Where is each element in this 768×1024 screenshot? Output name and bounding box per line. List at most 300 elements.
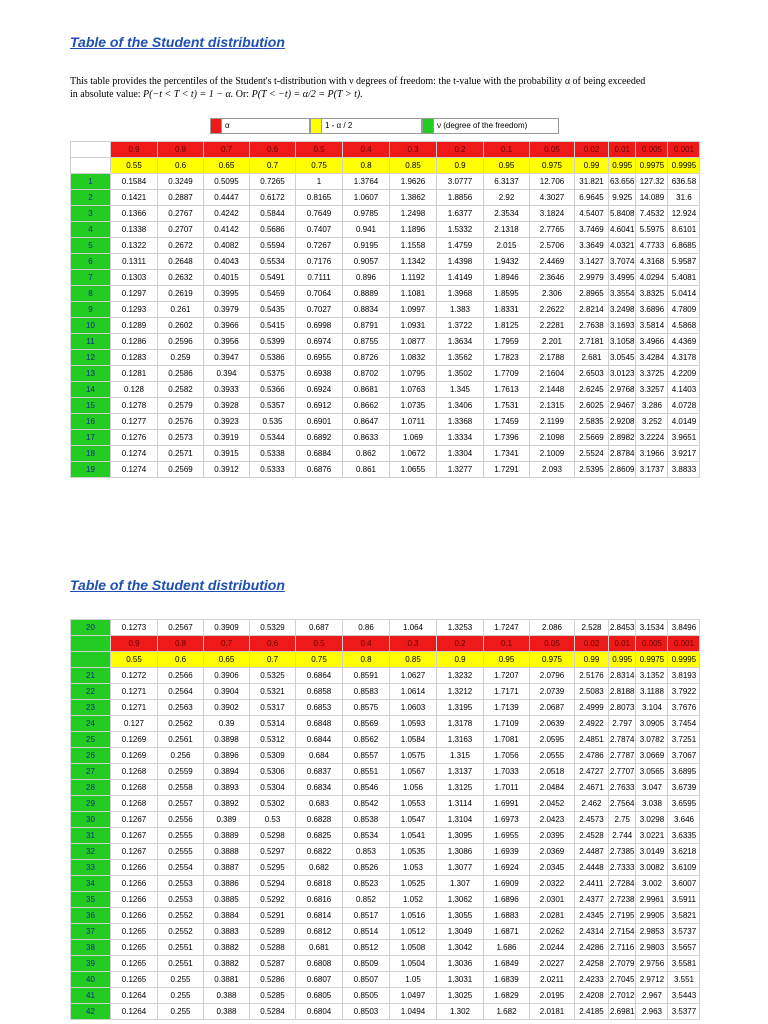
value-cell: 3.0082	[636, 860, 668, 876]
value-cell: 2.0211	[530, 972, 575, 988]
table-row	[71, 764, 700, 780]
value-cell: 0.1421	[111, 190, 158, 206]
value-cell: 1.682	[484, 1004, 530, 1020]
alpha-header-row-cell: 0.4	[343, 636, 390, 652]
value-cell: 1.0614	[390, 684, 437, 700]
half-header-row-cell: 0.75	[296, 158, 343, 174]
value-cell: 0.8507	[343, 972, 390, 988]
value-cell: 3.0777	[437, 174, 484, 190]
df-cell: 30	[71, 812, 111, 828]
alpha-header-row	[71, 142, 700, 158]
value-cell: 3.0221	[636, 828, 668, 844]
value-cell: 2.797	[609, 716, 636, 732]
value-cell: 3.6896	[636, 302, 668, 318]
value-cell: 0.2576	[158, 414, 204, 430]
value-cell: 0.5325	[250, 668, 296, 684]
value-cell: 3.9651	[668, 430, 700, 446]
df-cell: 36	[71, 908, 111, 924]
value-cell: 1.7396	[484, 430, 530, 446]
table-row	[71, 620, 700, 636]
half-header-row-cell: 0.65	[204, 158, 250, 174]
value-cell: 6.3137	[484, 174, 530, 190]
value-cell: 1	[296, 174, 343, 190]
value-cell: 0.3995	[204, 286, 250, 302]
value-cell: 0.896	[343, 270, 390, 286]
value-cell: 0.2562	[158, 716, 204, 732]
legend-alpha-swatch	[210, 118, 222, 134]
value-cell: 0.6828	[296, 812, 343, 828]
value-cell: 1.3104	[437, 812, 484, 828]
table-row	[71, 956, 700, 972]
value-cell: 1.0763	[390, 382, 437, 398]
header-lead-cell	[71, 142, 111, 158]
value-cell: 0.5295	[250, 860, 296, 876]
value-cell: 0.5287	[250, 956, 296, 972]
value-cell: 2.6245	[575, 382, 609, 398]
value-cell: 3.4966	[636, 334, 668, 350]
value-cell: 0.8575	[343, 700, 390, 716]
value-cell: 0.862	[343, 446, 390, 462]
value-cell: 0.3904	[204, 684, 250, 700]
value-cell: 3.5657	[668, 940, 700, 956]
value-cell: 1.3406	[437, 398, 484, 414]
value-cell: 2.1448	[530, 382, 575, 398]
intro-line-1: This table provides the percentiles of the Student's t-distribution with ν degrees of freedom: the t-value with the probability α of being exceeded	[70, 76, 646, 87]
value-cell: 2.4258	[575, 956, 609, 972]
value-cell: 2.2281	[530, 318, 575, 334]
value-cell: 4.7733	[636, 238, 668, 254]
value-cell: 2.75	[609, 812, 636, 828]
value-cell: 0.5306	[250, 764, 296, 780]
df-header-cell	[71, 636, 111, 652]
value-cell: 3.8325	[636, 286, 668, 302]
value-cell: 5.5975	[636, 222, 668, 238]
half-header-row-cell: 0.55	[111, 158, 158, 174]
table-row	[71, 318, 700, 334]
value-cell: 2.0555	[530, 748, 575, 764]
value-cell: 1.0607	[343, 190, 390, 206]
value-cell: 1.0627	[390, 668, 437, 684]
value-cell: 0.7265	[250, 174, 296, 190]
table-row	[71, 812, 700, 828]
value-cell: 0.5459	[250, 286, 296, 302]
table-row	[71, 684, 700, 700]
value-cell: 1.1342	[390, 254, 437, 270]
value-cell: 0.3909	[204, 620, 250, 636]
value-cell: 0.7064	[296, 286, 343, 302]
value-cell: 0.1273	[111, 620, 158, 636]
value-cell: 0.6848	[296, 716, 343, 732]
value-cell: 2.9712	[636, 972, 668, 988]
value-cell: 2.0322	[530, 876, 575, 892]
value-cell: 1.0711	[390, 414, 437, 430]
value-cell: 0.3915	[204, 446, 250, 462]
value-cell: 0.5686	[250, 222, 296, 238]
table-row	[71, 398, 700, 414]
value-cell: 0.6172	[250, 190, 296, 206]
value-cell: 0.2573	[158, 430, 204, 446]
value-cell: 3.286	[636, 398, 668, 414]
value-cell: 1.2498	[390, 206, 437, 222]
value-cell: 5.0414	[668, 286, 700, 302]
df-cell: 22	[71, 684, 111, 700]
value-cell: 0.6804	[296, 1004, 343, 1020]
value-cell: 0.1267	[111, 812, 158, 828]
value-cell: 8.6101	[668, 222, 700, 238]
value-cell: 0.1277	[111, 414, 158, 430]
df-cell: 19	[71, 462, 111, 478]
value-cell: 1.7109	[484, 716, 530, 732]
value-cell: 0.261	[158, 302, 204, 318]
value-cell: 2.0244	[530, 940, 575, 956]
df-cell: 20	[71, 620, 111, 636]
value-cell: 3.1534	[636, 620, 668, 636]
value-cell: 1.0567	[390, 764, 437, 780]
formula-1: P(−t < T < t) = 1 − α.	[143, 89, 234, 100]
value-cell: 0.1268	[111, 796, 158, 812]
value-cell: 3.6739	[668, 780, 700, 796]
value-cell: 1.8595	[484, 286, 530, 302]
value-cell: 0.1584	[111, 174, 158, 190]
table-row	[71, 780, 700, 796]
df-cell: 6	[71, 254, 111, 270]
value-cell: 0.2561	[158, 732, 204, 748]
value-cell: 2.1098	[530, 430, 575, 446]
value-cell: 1.7056	[484, 748, 530, 764]
value-cell: 0.5288	[250, 940, 296, 956]
value-cell: 0.2569	[158, 462, 204, 478]
df-cell: 33	[71, 860, 111, 876]
half-header-row-cell: 0.95	[484, 158, 530, 174]
half-header-row-cell: 0.6	[158, 652, 204, 668]
value-cell: 2.3534	[484, 206, 530, 222]
value-cell: 0.1338	[111, 222, 158, 238]
df-cell: 7	[71, 270, 111, 286]
value-cell: 3.1427	[575, 254, 609, 270]
value-cell: 1.383	[437, 302, 484, 318]
value-cell: 1.3722	[437, 318, 484, 334]
value-cell: 1.9432	[484, 254, 530, 270]
value-cell: 0.4447	[204, 190, 250, 206]
value-cell: 0.3912	[204, 462, 250, 478]
value-cell: 0.1366	[111, 206, 158, 222]
value-cell: 1.064	[390, 620, 437, 636]
value-cell: 0.2564	[158, 684, 204, 700]
value-cell: 2.4345	[575, 908, 609, 924]
value-cell: 2.0369	[530, 844, 575, 860]
value-cell: 7.4532	[636, 206, 668, 222]
value-cell: 0.8569	[343, 716, 390, 732]
value-cell: 2.5706	[530, 238, 575, 254]
df-cell: 26	[71, 748, 111, 764]
value-cell: 2.8214	[575, 302, 609, 318]
value-cell: 1.7341	[484, 446, 530, 462]
df-cell: 13	[71, 366, 111, 382]
value-cell: 2.7181	[575, 334, 609, 350]
value-cell: 0.8538	[343, 812, 390, 828]
value-cell: 0.6938	[296, 366, 343, 382]
value-cell: 0.8647	[343, 414, 390, 430]
value-cell: 0.1278	[111, 398, 158, 414]
value-cell: 1.056	[390, 780, 437, 796]
half-header-row-cell: 0.995	[609, 652, 636, 668]
df-cell: 1	[71, 174, 111, 190]
df-cell: 35	[71, 892, 111, 908]
half-header-row-cell: 0.9975	[636, 652, 668, 668]
value-cell: 0.39	[204, 716, 250, 732]
value-cell: 0.3933	[204, 382, 250, 398]
value-cell: 3.5814	[636, 318, 668, 334]
value-cell: 0.2554	[158, 860, 204, 876]
value-cell: 0.2582	[158, 382, 204, 398]
value-cell: 0.1281	[111, 366, 158, 382]
value-cell: 1.3862	[390, 190, 437, 206]
value-cell: 4.1403	[668, 382, 700, 398]
value-cell: 0.8662	[343, 398, 390, 414]
value-cell: 2.9803	[636, 940, 668, 956]
value-cell: 0.1268	[111, 764, 158, 780]
value-cell: 2.7333	[609, 860, 636, 876]
value-cell: 1.0603	[390, 700, 437, 716]
value-cell: 1.7613	[484, 382, 530, 398]
value-cell: 1.3368	[437, 414, 484, 430]
value-cell: 0.2672	[158, 238, 204, 254]
value-cell: 4.4369	[668, 334, 700, 350]
value-cell: 2.9208	[609, 414, 636, 430]
value-cell: 0.6808	[296, 956, 343, 972]
value-cell: 0.388	[204, 1004, 250, 1020]
value-cell: 0.8633	[343, 430, 390, 446]
value-cell: 0.3898	[204, 732, 250, 748]
value-cell: 1.6991	[484, 796, 530, 812]
table-row	[71, 844, 700, 860]
value-cell: 1.3502	[437, 366, 484, 382]
value-cell: 2.7045	[609, 972, 636, 988]
value-cell: 0.5338	[250, 446, 296, 462]
value-cell: 0.1274	[111, 462, 158, 478]
table-row	[71, 238, 700, 254]
value-cell: 0.8512	[343, 940, 390, 956]
value-cell: 0.6834	[296, 780, 343, 796]
half-header-row-cell: 0.65	[204, 652, 250, 668]
value-cell: 3.0782	[636, 732, 668, 748]
value-cell: 0.9195	[343, 238, 390, 254]
value-cell: 1.3031	[437, 972, 484, 988]
value-cell: 0.8165	[296, 190, 343, 206]
value-cell: 0.682	[296, 860, 343, 876]
value-cell: 0.2557	[158, 796, 204, 812]
value-cell: 0.5375	[250, 366, 296, 382]
value-cell: 0.127	[111, 716, 158, 732]
alpha-header-row-cell: 0.001	[668, 142, 700, 158]
value-cell: 3.5821	[668, 908, 700, 924]
value-cell: 3.8496	[668, 620, 700, 636]
value-cell: 2.1199	[530, 414, 575, 430]
value-cell: 0.941	[343, 222, 390, 238]
value-cell: 3.9217	[668, 446, 700, 462]
value-cell: 1.3195	[437, 700, 484, 716]
value-cell: 0.1271	[111, 700, 158, 716]
value-cell: 0.3884	[204, 908, 250, 924]
value-cell: 1.3036	[437, 956, 484, 972]
value-cell: 2.6981	[609, 1004, 636, 1020]
half-header-row	[71, 652, 700, 668]
alpha-header-row-cell: 0.1	[484, 636, 530, 652]
value-cell: 0.3883	[204, 924, 250, 940]
value-cell: 0.5435	[250, 302, 296, 318]
alpha-header-row-cell: 0.01	[609, 636, 636, 652]
value-cell: 6.9645	[575, 190, 609, 206]
value-cell: 31.6	[668, 190, 700, 206]
half-header-row-cell: 0.99	[575, 652, 609, 668]
value-cell: 0.6955	[296, 350, 343, 366]
value-cell: 0.8534	[343, 828, 390, 844]
value-cell: 1.3178	[437, 716, 484, 732]
value-cell: 0.8517	[343, 908, 390, 924]
value-cell: 1.0504	[390, 956, 437, 972]
value-cell: 1.686	[484, 940, 530, 956]
value-cell: 0.8514	[343, 924, 390, 940]
value-cell: 0.1264	[111, 1004, 158, 1020]
value-cell: 2.4286	[575, 940, 609, 956]
value-cell: 2.0262	[530, 924, 575, 940]
value-cell: 1.0931	[390, 318, 437, 334]
value-cell: 0.1266	[111, 892, 158, 908]
df-header-cell	[71, 652, 111, 668]
table-row	[71, 222, 700, 238]
df-cell: 25	[71, 732, 111, 748]
value-cell: 3.2224	[636, 430, 668, 446]
value-cell: 0.1283	[111, 350, 158, 366]
value-cell: 2.201	[530, 334, 575, 350]
value-cell: 0.2586	[158, 366, 204, 382]
table-row	[71, 988, 700, 1004]
value-cell: 1.0655	[390, 462, 437, 478]
value-cell: 1.9626	[390, 174, 437, 190]
value-cell: 1.0832	[390, 350, 437, 366]
value-cell: 2.1318	[484, 222, 530, 238]
value-cell: 0.6876	[296, 462, 343, 478]
df-cell: 39	[71, 956, 111, 972]
value-cell: 0.3886	[204, 876, 250, 892]
table-row	[71, 668, 700, 684]
value-cell: 0.2563	[158, 700, 204, 716]
value-cell: 0.3885	[204, 892, 250, 908]
half-header-row-cell: 0.9995	[668, 652, 700, 668]
value-cell: 0.5297	[250, 844, 296, 860]
alpha-header-row-cell: 0.9	[111, 142, 158, 158]
value-cell: 0.2767	[158, 206, 204, 222]
value-cell: 0.1265	[111, 924, 158, 940]
value-cell: 0.1269	[111, 748, 158, 764]
value-cell: 1.6939	[484, 844, 530, 860]
value-cell: 0.7267	[296, 238, 343, 254]
value-cell: 0.3906	[204, 668, 250, 684]
value-cell: 3.4995	[609, 270, 636, 286]
value-cell: 4.6041	[609, 222, 636, 238]
value-cell: 1.0494	[390, 1004, 437, 1020]
value-cell: 1.3634	[437, 334, 484, 350]
value-cell: 2.7564	[609, 796, 636, 812]
value-cell: 0.8503	[343, 1004, 390, 1020]
value-cell: 0.2556	[158, 812, 204, 828]
value-cell: 0.5314	[250, 716, 296, 732]
value-cell: 2.6503	[575, 366, 609, 382]
value-cell: 2.0739	[530, 684, 575, 700]
value-cell: 2.7787	[609, 748, 636, 764]
value-cell: 2.9905	[636, 908, 668, 924]
value-cell: 2.0281	[530, 908, 575, 924]
alpha-header-row-cell: 0.02	[575, 142, 609, 158]
value-cell: 0.2555	[158, 828, 204, 844]
value-cell: 2.1009	[530, 446, 575, 462]
value-cell: 0.6924	[296, 382, 343, 398]
value-cell: 0.684	[296, 748, 343, 764]
value-cell: 0.4142	[204, 222, 250, 238]
value-cell: 0.3902	[204, 700, 250, 716]
value-cell: 3.4284	[636, 350, 668, 366]
legend-df-swatch	[422, 118, 434, 134]
half-header-row-cell: 0.85	[390, 158, 437, 174]
value-cell: 1.7459	[484, 414, 530, 430]
value-cell: 2.4448	[575, 860, 609, 876]
value-cell: 3.0669	[636, 748, 668, 764]
value-cell: 1.052	[390, 892, 437, 908]
value-cell: 2.963	[636, 1004, 668, 1020]
value-cell: 0.255	[158, 972, 204, 988]
value-cell: 1.6973	[484, 812, 530, 828]
value-cell: 0.2555	[158, 844, 204, 860]
df-cell: 24	[71, 716, 111, 732]
value-cell: 3.5443	[668, 988, 700, 1004]
df-cell: 15	[71, 398, 111, 414]
value-cell: 0.7407	[296, 222, 343, 238]
value-cell: 0.1271	[111, 684, 158, 700]
value-cell: 0.8505	[343, 988, 390, 1004]
df-cell: 37	[71, 924, 111, 940]
df-cell: 38	[71, 940, 111, 956]
value-cell: 3.6109	[668, 860, 700, 876]
value-cell: 1.8856	[437, 190, 484, 206]
value-cell: 0.2567	[158, 620, 204, 636]
value-cell: 127.32	[636, 174, 668, 190]
table-row	[71, 206, 700, 222]
value-cell: 1.0735	[390, 398, 437, 414]
value-cell: 2.7707	[609, 764, 636, 780]
value-cell: 1.6883	[484, 908, 530, 924]
value-cell: 0.4015	[204, 270, 250, 286]
value-cell: 3.5737	[668, 924, 700, 940]
value-cell: 2.4786	[575, 748, 609, 764]
value-cell: 0.3889	[204, 828, 250, 844]
value-cell: 2.462	[575, 796, 609, 812]
value-cell: 3.1737	[636, 462, 668, 478]
half-header-row-cell: 0.975	[530, 652, 575, 668]
df-cell: 34	[71, 876, 111, 892]
value-cell: 2.5524	[575, 446, 609, 462]
value-cell: 0.256	[158, 748, 204, 764]
value-cell: 0.3887	[204, 860, 250, 876]
value-cell: 1.3025	[437, 988, 484, 1004]
value-cell: 2.4411	[575, 876, 609, 892]
value-cell: 1.345	[437, 382, 484, 398]
value-cell: 1.3095	[437, 828, 484, 844]
value-cell: 0.5285	[250, 988, 296, 1004]
value-cell: 2.093	[530, 462, 575, 478]
intro-prefix: in absolute value:	[70, 89, 144, 100]
value-cell: 0.8523	[343, 876, 390, 892]
value-cell: 1.053	[390, 860, 437, 876]
